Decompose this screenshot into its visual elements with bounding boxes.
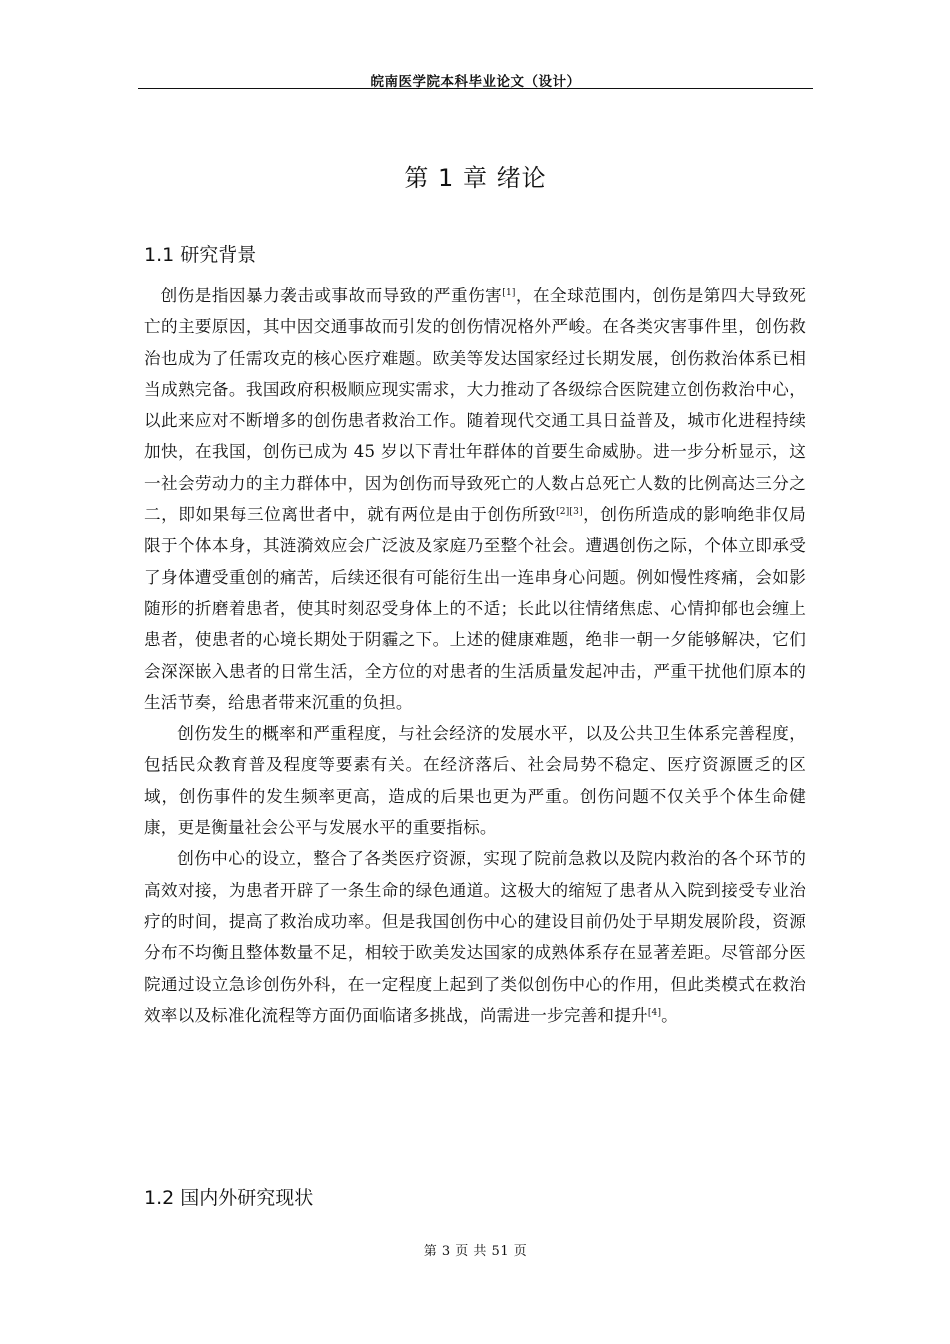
paragraph-text: 创伤是指因暴力袭击或事故而导致的严重伤害 — [160, 286, 503, 305]
paragraph-text: 创伤中心的设立，整合了各类医疗资源，实现了院前急救以及院内救治的各个环节的高效对接，为患者开辟了一条生命的绿色通道。这极大的缩短了患者从入院到接受专业治疗的时间，提高了救治成功率。但是我国创伤中心的建设目前仍处于早期发展阶段，资源分布不均衡且整体数量不足，相较于欧美发达国家的成熟体系存在显著差距。尽管部分医院通过设立急诊创伤外科，在一定程度上起到了类似创伤中心的作用，但此类模式在救治效率以及标准化流程等方面仍面临诸多挑战，尚需进一步完善和提升 — [144, 849, 806, 1025]
header-rule — [138, 88, 813, 89]
section-title-1-2: 1.2 国内外研究现状 — [144, 1187, 314, 1209]
paragraph-text: 。 — [661, 1005, 678, 1025]
paragraph-1 — [144, 280, 806, 718]
paragraph-text: ，在全球范围内，创伤是第四大导致死亡的主要原因，其中因交通事故而引发的创伤情况格外严峻。在各类灾害事件里，创伤救治也成为了任需攻克的核心医疗难题。欧美等发达国家经过长期发展，创伤救治体系已相当成熟完备。我国政府积极顺应现实需求，大力推动了各级综合医院建立创伤救治中心，以此来应对不断增多的创伤患者救治工作。随着现代交通工具日益普及，城市化进程持续加快，在我国，创伤已成为 45 岁以下青壮年群体的首要生命威胁。进一步分析显示，这一社会劳动力的主力群体中，因为创伤而导致死亡的人数占总死亡人数的比例高达三分之二，即如果每三位离世者中，就有两位是由于创伤所致 — [144, 286, 807, 525]
paragraph-3 — [144, 843, 806, 1031]
body-text — [144, 280, 806, 1031]
paragraph-2 — [144, 718, 806, 843]
section-title-1-1: 1.1 研究背景 — [144, 244, 257, 266]
page-number-footer: 第 3 页 共 51 页 — [423, 1244, 528, 1259]
paragraph-text: ，创伤所造成的影响绝非仅局限于个体本身，其涟漪效应会广泛波及家庭乃至整个社会。遭遇创伤之际，个体立即承受了身体遭受重创的痛苦，后续还很有可能衍生出一连串身心问题。例如慢性疼痛，会如影随形的折磨着患者，使其时刻忍受身体上的不适；长此以往情绪焦虑、心情抑郁也会缠上患者，使患者的心境长期处于阴霾之下。上述的健康难题，绝非一朝一夕能够解决，它们会深深嵌入患者的日常生活，全方位的对患者的生活质量发起冲击，严重干扰他们原本的生活节奏，给患者带来沉重的负担。 — [144, 505, 806, 712]
paragraph-text: 创伤发生的概率和严重程度，与社会经济的发展水平，以及公共卫生体系完善程度，包括民众教育普及程度等要素有关。在经济落后、社会局势不稳定、医疗资源匮乏的区域，创伤事件的发生频率更高，造成的后果也更为严重。创伤问题不仅关乎个体生命健康，更是衡量社会公平与发展水平的重要指标。 — [144, 724, 806, 838]
running-header: 皖南医学院本科毕业论文（设计） — [370, 74, 581, 90]
citation-ref: [1] — [502, 288, 516, 298]
chapter-title: 第 1 章 绪论 — [404, 164, 547, 192]
citation-ref: [4] — [647, 1007, 662, 1018]
citation-ref: [2][3] — [556, 507, 583, 518]
